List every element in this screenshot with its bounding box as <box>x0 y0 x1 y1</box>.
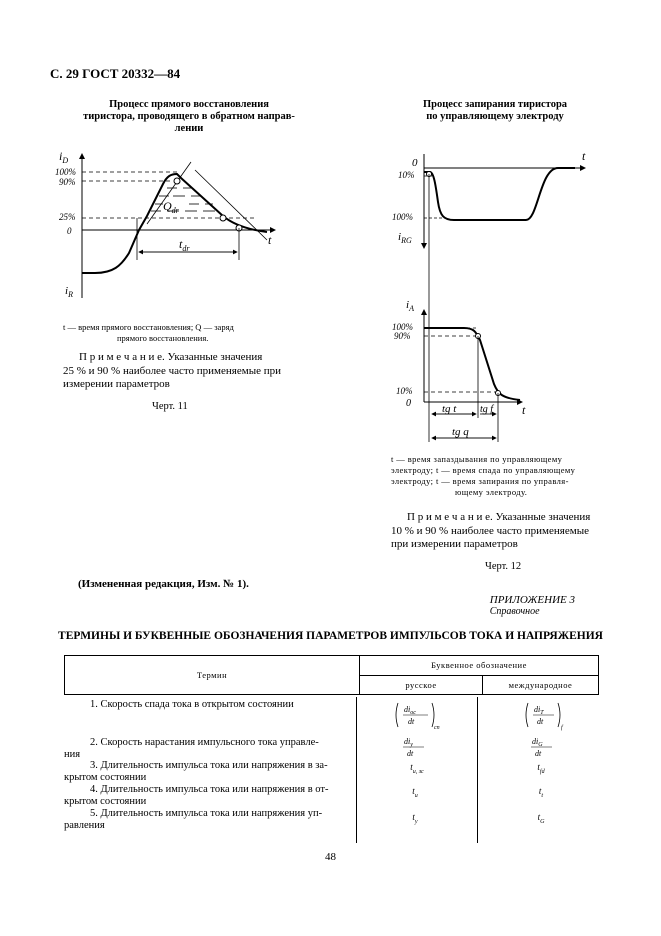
row-4-ru-symbol: $t_и$ <box>412 786 418 799</box>
row-5-intl-symbol: $t_G$ <box>537 812 545 825</box>
left-title-line-2: тиристора, проводящего в обратном направ- <box>83 111 295 122</box>
gate-turnoff-diagram <box>380 140 610 452</box>
svg-text:iD: $i_D$ <box>59 149 69 165</box>
left-legend-line-1: t — время прямого восстановления; Q — заряд <box>63 322 234 332</box>
right-legend-line-3: электроду; t — время запирания по управля- <box>391 476 569 486</box>
row-3-term-line-2: крытом состоянии <box>64 771 147 783</box>
right-title-line-1: Процесс запирания тиристора <box>422 99 568 110</box>
terms-table <box>64 655 599 695</box>
row-2-term-line-1: 2. Скорость нарастания импульсного тока управле- <box>90 737 319 748</box>
right-note-line-3: при измерении параметров <box>391 538 518 550</box>
svg-text:0: 0 <box>412 157 418 169</box>
svg-text:Qdr: $Q_{dr}$ <box>163 199 179 215</box>
svg-text:diос: $di_{ос}$ <box>404 705 416 716</box>
left-legend-line-2: прямого восстановления. <box>117 333 209 343</box>
table-row <box>64 737 354 760</box>
svg-text:90%: 90% <box>394 331 411 341</box>
col-international-header: международное <box>483 675 599 695</box>
left-note-line-2: 25 % и 90 % наиболее часто применяемые при <box>63 364 281 377</box>
svg-text:diG: $di_G$ <box>532 737 543 748</box>
svg-text:t: t <box>582 149 586 163</box>
svg-text:f: f <box>561 725 563 731</box>
main-title: ТЕРМИНЫ И БУКВЕННЫЕ ОБОЗНАЧЕНИЯ ПАРАМЕТРОВ ИМПУЛЬСОВ ТОКА И НАПРЯЖЕНИЯ <box>58 630 603 642</box>
svg-text:сп: сп <box>434 725 440 731</box>
svg-text:t: t <box>522 403 526 417</box>
svg-text:diT: $di_T$ <box>534 705 544 716</box>
row-2-term-line-2: ния <box>64 748 81 760</box>
row-4-term-line-1: 4. Длительность импульса тока или напряжения в от- <box>90 784 329 795</box>
row-2-ru-symbol <box>396 735 436 761</box>
svg-text:dt: dt <box>408 717 415 726</box>
left-legend <box>63 322 303 344</box>
table-row <box>64 784 354 807</box>
table-row <box>90 699 354 711</box>
right-note <box>391 511 603 552</box>
row-1-intl-symbol <box>522 701 572 733</box>
left-note-line-1: П р и м е ч а н и е. Указанные значения <box>79 351 263 363</box>
table-row <box>64 760 354 783</box>
svg-text:tdr: $t_{dr}$ <box>179 237 190 253</box>
row-1-ru-symbol <box>394 701 444 733</box>
svg-text:dt: dt <box>407 749 414 758</box>
svg-text:iR: $i_R$ <box>65 285 73 299</box>
appendix-title: ПРИЛОЖЕНИЕ 3 <box>489 594 575 606</box>
tangent-line <box>147 162 191 224</box>
left-note <box>63 351 295 392</box>
appendix-subtitle: Справочное <box>489 606 540 617</box>
row-3-ru-symbol: $t_{и, зс}$ <box>410 762 424 775</box>
right-legend-line-2: электроду; t — время спада по управляющему <box>391 465 576 475</box>
col-term-header: Термин <box>65 656 360 695</box>
svg-text:tg f: tg f <box>480 404 494 415</box>
svg-text:iA: $i_A$ <box>406 299 414 313</box>
table-body <box>64 697 599 843</box>
svg-text:0: 0 <box>406 398 411 409</box>
svg-text:tg q: tg q <box>452 426 469 438</box>
level-0: 0 <box>67 226 72 236</box>
right-legend-line-1: t — время запаздывания по управляющему <box>391 454 563 464</box>
row-2-intl-symbol <box>524 735 564 761</box>
page-header: С. 29 ГОСТ 20332—84 <box>50 66 181 81</box>
svg-text:diу: $di_у$ <box>404 737 413 748</box>
col-symbol-header: Буквенное обозначение <box>360 656 599 676</box>
anode-current-curve <box>424 328 520 400</box>
svg-text:dt: dt <box>535 749 542 758</box>
right-note-line-1: П р и м е ч а н и е. Указанные значения <box>407 511 591 523</box>
page-number: 48 <box>325 851 336 863</box>
right-note-line-2: 10 % и 90 % наиболее часто применяемые <box>391 524 589 537</box>
right-title-line-2: по управляющему электроду <box>426 111 564 122</box>
row-4-intl-symbol: $t_t$ <box>538 786 544 799</box>
gate-current-curve <box>424 168 575 220</box>
left-note-line-3: измерении параметров <box>63 378 170 390</box>
row-3-intl-symbol: $t_{fd}$ <box>537 762 545 775</box>
row-4-term-line-2: крытом состоянии <box>64 795 147 807</box>
appendix-block <box>490 594 575 617</box>
row-5-term-line-2: равления <box>64 819 105 831</box>
svg-text:100%: 100% <box>392 322 413 332</box>
right-legend <box>391 454 603 498</box>
right-figure-title <box>375 99 615 123</box>
level-90: 90% <box>59 177 76 187</box>
svg-text:10%: 10% <box>398 170 415 180</box>
row-3-term-line-1: 3. Длительность импульса тока или напряжения в за- <box>90 760 328 771</box>
left-title-line-3: лении <box>174 123 204 134</box>
svg-text:dt: dt <box>537 717 544 726</box>
col-russian-header: русское <box>360 675 483 695</box>
svg-text:10%: 10% <box>396 386 413 396</box>
svg-text:100%: 100% <box>392 212 413 222</box>
row-5-term-line-1: 5. Длительность импульса тока или напряжения уп- <box>90 808 323 819</box>
left-title-line-1: Процесс прямого восстановления <box>109 99 269 110</box>
forward-recovery-diagram <box>55 148 295 308</box>
table-row <box>64 808 354 831</box>
left-caption: Черт. 11 <box>152 401 188 412</box>
svg-text:tg t: tg t <box>442 403 457 415</box>
svg-text:iRG: $i_{RG}$ <box>398 231 412 245</box>
right-legend-line-4: ющему электроду. <box>455 487 528 497</box>
level-100: 100% <box>55 167 76 177</box>
left-figure-title <box>64 99 314 135</box>
row-5-ru-symbol: $t_у$ <box>412 812 418 825</box>
x-axis-label: t <box>268 233 272 247</box>
edited-note: (Измененная редакция, Изм. № 1). <box>78 578 249 590</box>
level-25: 25% <box>59 212 76 222</box>
right-caption: Черт. 12 <box>485 561 522 572</box>
row-1-term: 1. Скорость спада тока в открытом состоянии <box>90 699 294 710</box>
